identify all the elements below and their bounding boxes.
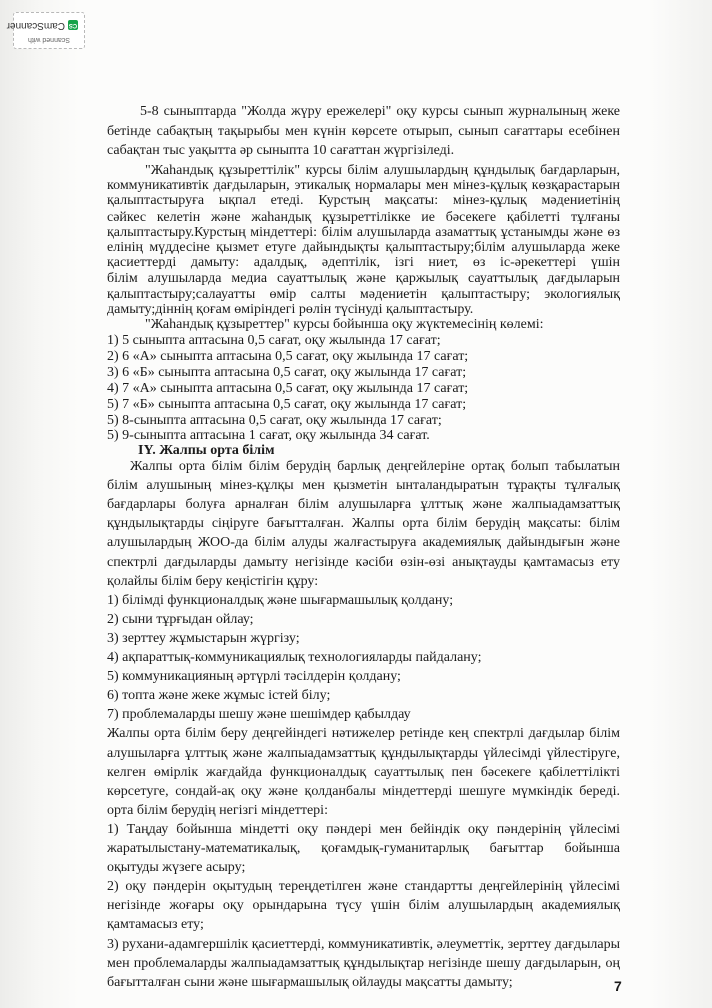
section-heading: IY. Жалпы орта білім: [138, 443, 275, 458]
text-line: 2) оқу пәндерін оқытудың тереңдетілген және стандартты деңгейлерінің үйлесімі: [107, 879, 620, 894]
text-line: орта білім берудің негізгі міндеттері:: [107, 803, 328, 818]
text-line: оқытуды жүзеге асыру;: [107, 860, 246, 875]
text-line: 5) коммуникацияның әртүрлі тәсілдерін қолдану;: [107, 669, 401, 684]
text-line: білім алушының мінез-құлқы мен қызметін ынталандыратын тұрақты тұлғалық: [107, 478, 620, 493]
text-line: 5-8 сыныптарда "Жолда жүру ережелері" оқу курсы сынып журналының жеке: [140, 104, 620, 119]
watermark-brand: [7, 20, 78, 31]
text-line: 3) зерттеу жұмыстарын жүргізу;: [107, 631, 300, 646]
text-line: қалыптастыру;салауатты өмір салты мәдениетін қалыптастыру; экологиялық: [107, 287, 620, 302]
text-line: 4) 7 «А» сыныпта аптасына 0,5 сағат, оқу жылында 17 сағат;: [107, 381, 469, 396]
text-line: 4) ақпараттық-коммуникациялық технологияларды пайдалану;: [107, 650, 482, 665]
text-line: Жалпы орта білім білім берудің барлық деңгейлеріне ортақ болып табылатын: [130, 459, 620, 474]
text-line: 6) топта және жеке жұмыс істей білу;: [107, 688, 331, 703]
camscanner-watermark: [6, 12, 85, 49]
text-line: бетінде сабақтың тақырыбы мен күнін көрсете отырып, сынып сағаттары есебінен: [107, 124, 620, 139]
text-line: дамыту;діннің қоғам өміріндегі рөлін түсінуді қалыптастыру.: [107, 302, 474, 317]
text-line: 3) 6 «Б» сыныпта аптасына 0,5 сағат, оқу жылында 17 сағат;: [107, 365, 467, 380]
text-line: сәйкес келетін және жаһандық құзыреттілікке ие бәсекеге қабілетті тұлғаны: [107, 210, 620, 225]
text-line: қалыптастыруға ықпал етеді. Курстың мақсаты: мінез-құлық мәдениетінің: [107, 193, 620, 208]
text-line: сабақтан тыс уақытта әр сыныпта 10 сағаттан жүргізіледі.: [107, 143, 455, 158]
text-line: 1) 5 сыныпта аптасына 0,5 сағат, оқу жылында 17 сағат;: [107, 333, 441, 348]
text-line: құндылықтарды сіңіруге бағытталған. Жалпы орта білім берудің мақсаты: білім: [107, 516, 620, 531]
text-line: көрсетуге, сондай-ақ оқу және қолданбалы міндеттерді шешуге мүмкіндік береді.: [107, 784, 620, 799]
text-line: елінің мүддесіне қызмет етуге дайындықты қалыптастыру;білім алушыларда жеке: [107, 240, 620, 255]
text-line: "Жаһандық құзыреттер" курсы бойынша оқу жүктемесінің көлемі:: [145, 317, 544, 332]
text-line: қалыптастыру.Курстың міндеттері: білім алушыларда азаматтық ұстанымды және өз: [107, 225, 620, 240]
text-line: 2) 6 «А» сыныпта аптасына 0,5 сағат, оқу жылында 17 сағат;: [107, 349, 469, 364]
camscanner-logo-icon: CS: [68, 22, 78, 29]
text-line: "Жаһандық құзыреттілік" курсы білім алушылардың құндылық бағдарларын,: [145, 163, 620, 178]
text-line: мен проблемаларды жалпыадамзаттық құндылықтар негізінде шешу дағдыларын, оң: [107, 956, 620, 971]
text-line: 7) проблемаларды шешу және шешімдер қабылдау: [107, 707, 411, 722]
text-line: спектрлі дағдыларды дамыту негізінде кәсіби өзін-өзі анықтауды қамтамасыз ету: [107, 555, 620, 570]
text-line: білім алушыларда медиа сауаттылық және қаржылық сауаттылық дағдыларын: [107, 271, 620, 286]
text-line: алушыларға ұлттық және жалпыадамзаттық құндылықтарды үйлесімді үйлестіруге,: [107, 746, 620, 761]
text-line: алушылардың ЖОО-да білім алуды жалғастыруға академиялық дайындығын және: [107, 535, 620, 550]
watermark-subtitle: Scanned with: [27, 36, 71, 43]
text-line: 5) 8-сыныпта аптасына 0,5 сағат, оқу жылында 17 сағат;: [107, 413, 442, 428]
text-line: 1) Таңдау бойынша міндетті оқу пәндері мен бейіндік оқу пәндерінің үйлесімі: [107, 822, 620, 837]
text-line: қасиеттерді дамыту: адалдық, әдептілік, ізгі ниет, өз іс-әрекеттері үшін: [107, 255, 620, 270]
text-line: қамтамасыз ету;: [107, 917, 204, 932]
text-line: Жалпы орта білім беру деңгейіндегі нәтижелер ретінде кең спектрлі дағдылар білім: [107, 726, 620, 741]
text-line: коммуникативтік дағдыларын, этикалық нормалары мен мінез-құлық көзқарастарын: [107, 178, 620, 193]
text-line: 2) сыни тұрғыдан ойлау;: [107, 612, 254, 627]
text-line: 1) білімді функционалдық және шығармашылық қолдану;: [107, 593, 454, 608]
text-line: жаратылыстану-математикалық, қоғамдық-гуманитарлық бағыттар бойынша: [107, 841, 620, 856]
text-line: 5) 7 «Б» сыныпта аптасына 0,5 сағат, оқу жылында 17 сағат;: [107, 397, 467, 412]
watermark-brand-text: CamScanner: [6, 20, 65, 31]
text-line: бағытталған сыни және шығармашылық ойлауды мақсатты дамыту;: [107, 975, 513, 990]
page-number: 7: [614, 978, 622, 994]
text-line: 3) рухани-адамгершілік қасиеттерді, коммуникативтік, әлеуметтік, зерттеу дағдылары: [107, 937, 620, 952]
text-line: қолайлы білім беру кеңістігін құру:: [107, 574, 319, 589]
text-line: 5) 9-сыныпта аптасына 1 сағат, оқу жылында 34 сағат.: [107, 428, 430, 443]
text-line: бағдарлары болуға арналған білім алушыларға ұлттық және жалпыадамзаттық: [107, 497, 620, 512]
text-line: негізінде жоғары оқу орындарына түсу үшін білім алушылардың академиялық: [107, 898, 620, 913]
text-line: келген өмірлік жағдайда функционалдық сауаттылық пен бәсекеге қабілеттілікті: [107, 765, 620, 780]
